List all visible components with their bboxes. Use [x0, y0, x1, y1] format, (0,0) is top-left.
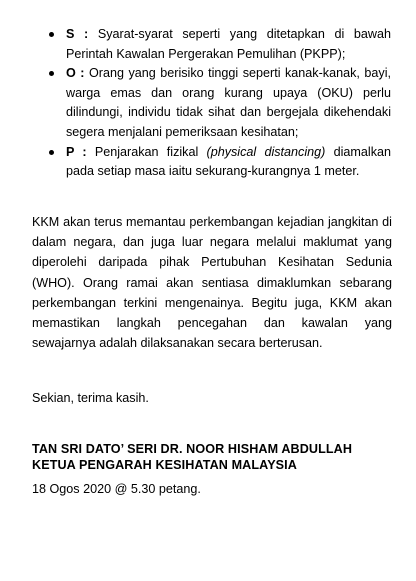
bullet-text-italic: (physical distancing): [206, 144, 326, 159]
closing-line: Sekian, terima kasih.: [32, 391, 149, 405]
bullet-item-o: [49, 64, 391, 142]
bullet-icon: [49, 150, 54, 155]
bullet-text: Penjarakan fizikal: [94, 144, 199, 159]
bullet-icon: [49, 71, 54, 76]
signatory-name: TAN SRI DATO’ SERI DR. NOOR HISHAM ABDULLAH: [32, 442, 353, 456]
bullet-text: Syarat-syarat seperti yang ditetapkan di bawah Perintah Kawalan Pergerakan Pemulihan (PKPP);: [66, 27, 391, 61]
bullet-key: O :: [66, 66, 85, 81]
bullet-key: S :: [66, 27, 89, 41]
issue-date: 18 Ogos 2020 @ 5.30 petang.: [32, 482, 201, 496]
bullet-list: [49, 25, 391, 182]
bullet-item-s: [49, 25, 391, 64]
bullet-text: diamalkan pada setiap masa iaitu sekurang-kurangnya 1 meter.: [66, 144, 391, 179]
bullet-key: P :: [66, 144, 87, 159]
bullet-item-p: [49, 143, 391, 182]
body-paragraph: KKM akan terus memantau perkembangan kejadian jangkitan di dalam negara, dan juga luar negara melalui maklumat yang diperolehi daripada pihak Pertubuhan Kesihatan Sedunia (WHO). Orang ramai akan sentiasa dimaklumkan sebarang perkembangan terkini mengenainya. Begitu juga, KKM akan memastikan langkah pencegahan dan kawalan yang sewajarnya adalah dilaksanakan secara berterusan.: [32, 215, 392, 351]
bullet-icon: [49, 32, 54, 37]
signatory-title: KETUA PENGARAH KESIHATAN MALAYSIA: [32, 458, 297, 472]
bullet-text: Orang yang berisiko tinggi seperti kanak-kanak, bayi, warga emas dan orang kurang upaya (OKU) perlu dilindungi, individu tidak sihat dan bergejala dikehendaki segera menjalani pemeriksaan kesihatan;: [66, 66, 391, 139]
